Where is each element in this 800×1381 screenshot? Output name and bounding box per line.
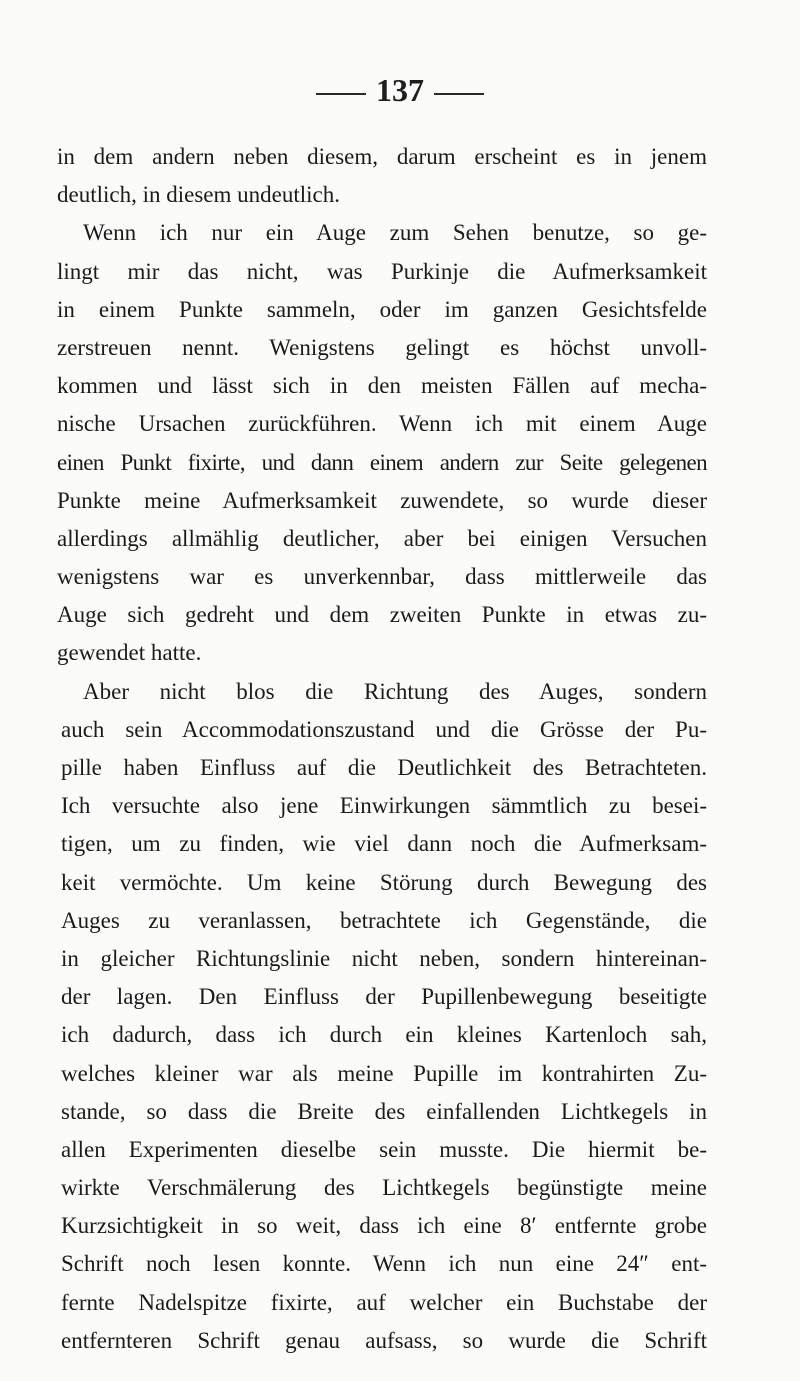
page-number: 137 (376, 72, 424, 108)
text-line: tigen, um zu finden, wie viel dann noch die Aufmerksam- (61, 831, 707, 857)
text-line: entfernteren Schrift genau aufsass, so wurde die Schrift (61, 1327, 707, 1353)
text-line: in dem andern neben diesem, darum erscheint es in jenem (57, 144, 707, 169)
text-line: Auges zu veranlassen, betrachtete ich Gegenstände, die (61, 907, 707, 933)
text-line: welches kleiner war als meine Pupille im kontrahirten Zu- (61, 1060, 707, 1086)
text-line: Kurzsichtigkeit in so weit, dass ich eine 8′ entfernte grobe (61, 1213, 707, 1239)
text-line: stande, so dass die Breite des einfallenden Lichtkegels in (61, 1098, 707, 1124)
text-line: allerdings allmählig deutlicher, aber bei einigen Versuchen (57, 525, 707, 551)
text-line: der lagen. Den Einfluss der Pupillenbewegung beseitigte (61, 984, 707, 1010)
text-line: auch sein Accommodationszustand und die Grösse der Pu- (61, 716, 707, 742)
text-line: allen Experimenten dieselbe sein musste. Die hiermit be- (61, 1136, 707, 1162)
text-line: Schrift noch lesen konnte. Wenn ich nun eine 24″ ent- (61, 1251, 707, 1277)
text-line: nische Ursachen zurückführen. Wenn ich mit einem Auge (57, 411, 707, 437)
text-line: keit vermöchte. Um keine Störung durch Bewegung des (61, 869, 707, 895)
text-line: Auge sich gedreht und dem zweiten Punkte in etwas zu- (57, 602, 707, 628)
text-line: zerstreuen nennt. Wenigstens gelingt es höchst unvoll- (57, 334, 707, 360)
text-line: lingt mir das nicht, was Purkinje die Aufmerksamkeit (57, 258, 707, 284)
text-line: Ich versuchte also jene Einwirkungen sämmtlich zu besei- (61, 793, 707, 819)
text-line: pille haben Einfluss auf die Deutlichkeit des Betrachteten. (61, 755, 707, 780)
page-header (0, 70, 800, 110)
text-line: Aber nicht blos die Richtung des Auges, sondern (83, 678, 707, 704)
body-text (57, 138, 707, 1360)
text-line: wenigstens war es unverkennbar, dass mittlerweile das (57, 564, 707, 590)
text-line: in einem Punkte sammeln, oder im ganzen Gesichtsfelde (57, 296, 707, 322)
text-line: einen Punkt fixirte, und dann einem andern zur Seite gelegenen (57, 449, 707, 475)
header-rule-left (316, 93, 366, 95)
text-line: kommen und lässt sich in den meisten Fällen auf mecha- (57, 373, 707, 399)
text-line: fernte Nadelspitze fixirte, auf welcher ein Buchstabe der (61, 1289, 707, 1315)
text-line: wirkte Verschmälerung des Lichtkegels begünstigte meine (61, 1175, 707, 1201)
text-line: deutlich, in diesem undeutlich. (57, 182, 340, 208)
text-line: gewendet hatte. (57, 640, 202, 666)
text-line: Punkte meine Aufmerksamkeit zuwendete, so wurde dieser (57, 487, 707, 513)
text-line: ich dadurch, dass ich durch ein kleines Kartenloch sah, (61, 1022, 707, 1048)
text-line: Wenn ich nur ein Auge zum Sehen benutze, so ge- (83, 220, 707, 246)
header-rule-right (434, 93, 484, 95)
text-line: in gleicher Richtungslinie nicht neben, sondern hintereinan- (61, 945, 707, 971)
